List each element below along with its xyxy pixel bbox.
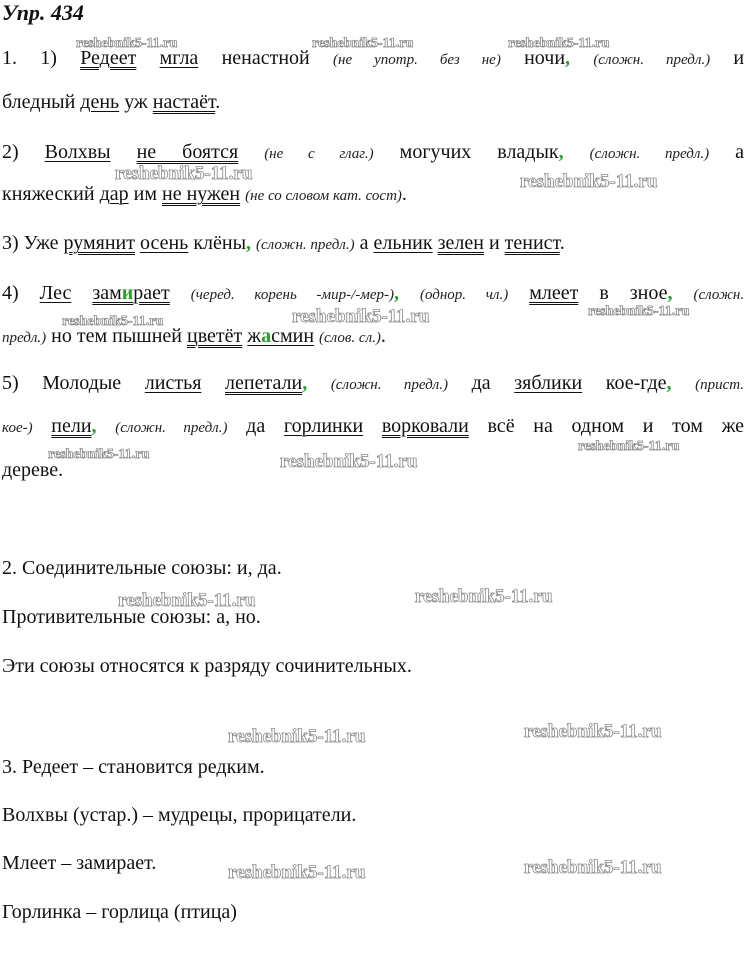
watermark: reshebnik5-11.ru — [520, 171, 658, 192]
part2-line-1: 2. Соединительные союзы: и, да. — [2, 557, 282, 579]
comma-mark: , — [393, 282, 399, 304]
note: (не употр. без не) — [333, 52, 501, 68]
word-part: смин — [271, 325, 315, 347]
period: . — [215, 91, 221, 113]
word-subject: ельник — [373, 232, 433, 254]
watermark: reshebnik5-11.ru — [228, 726, 366, 747]
sentence-1-line-2 — [2, 90, 220, 114]
sentence-2-line-1 — [2, 140, 744, 166]
word-predicate: лепетали — [225, 372, 303, 394]
watermark: reshebnik5-11.ru — [588, 304, 690, 319]
word: но тем пышней — [51, 325, 182, 347]
word-subject: осень — [139, 232, 189, 254]
note: (однор. чл.) — [419, 287, 509, 303]
word: в зное — [599, 282, 668, 304]
word: всё на одном и том же — [487, 415, 745, 437]
word: и — [488, 232, 500, 254]
comma-mark: , — [666, 372, 672, 394]
note: (не со словом кат. сост) — [245, 188, 402, 204]
watermark: reshebnik5-11.ru — [280, 451, 418, 472]
word-predicate: пели — [51, 415, 92, 437]
watermark: reshebnik5-11.ru — [312, 36, 414, 51]
part2-line-2: Противительные союзы: а, но. — [2, 606, 261, 628]
word: княжеский — [2, 183, 95, 205]
word-subject: Лес — [39, 282, 72, 304]
comma-mark: , — [565, 47, 571, 69]
highlighted-letter: и — [121, 282, 134, 304]
word-predicate — [92, 282, 169, 304]
period: . — [380, 325, 386, 347]
watermark: reshebnik5-11.ru — [508, 36, 610, 51]
word: уж — [124, 91, 148, 113]
sentence-3 — [2, 231, 565, 257]
note: (прист. — [695, 377, 745, 393]
word: а — [359, 232, 369, 254]
note: предл.) — [2, 330, 47, 346]
comma-mark: , — [302, 372, 308, 394]
word: дереве. — [2, 459, 64, 481]
word-predicate: ворковали — [381, 415, 469, 437]
word-predicate: цветёт — [186, 325, 243, 347]
watermark: reshebnik5-11.ru — [115, 163, 253, 184]
sentence-number: 1. 1) — [2, 47, 57, 69]
note: (сложн. — [693, 287, 745, 303]
note: (сложн. предл.) — [593, 52, 711, 68]
word: могучих владык — [399, 141, 559, 163]
period: . — [559, 232, 565, 254]
word: а — [735, 141, 745, 163]
note: (черед. корень -мир-/-мер-) — [190, 287, 394, 303]
watermark: reshebnik5-11.ru — [228, 862, 366, 883]
word-predicate: тенист — [504, 232, 560, 254]
word: им — [133, 183, 157, 205]
word-subject: Редеет — [80, 47, 137, 69]
watermark: reshebnik5-11.ru — [415, 586, 553, 607]
word-subject — [247, 325, 314, 347]
word-part: зам — [92, 282, 122, 304]
word-predicate: зелен — [437, 232, 484, 254]
word: бледный — [2, 91, 76, 113]
word-predicate: млеет — [529, 282, 579, 304]
word: да — [471, 372, 491, 394]
word-predicate: не нужен — [161, 183, 241, 205]
note: (слов. сл.) — [319, 330, 381, 346]
word-predicate: не боятся — [136, 141, 239, 163]
sentence-2-line-2 — [2, 182, 407, 208]
note: (сложн. предл.) — [330, 377, 448, 393]
sentence-number: 4) — [2, 282, 19, 304]
sentence-5-line-1 — [2, 371, 744, 397]
note: кое-) — [2, 420, 33, 436]
sentence-number: 5) Молодые — [2, 372, 122, 394]
watermark: reshebnik5-11.ru — [524, 721, 662, 742]
word-subject: горлинки — [283, 415, 364, 437]
sentence-number: 2) — [2, 141, 19, 163]
watermark: reshebnik5-11.ru — [118, 590, 256, 611]
period: . — [401, 183, 407, 205]
note: (сложн. предл.) — [589, 146, 710, 162]
note: (не с глаг.) — [264, 146, 374, 162]
watermark: reshebnik5-11.ru — [76, 36, 178, 51]
word-predicate: румянит — [63, 232, 135, 254]
part3-line-1: 3. Редеет – становится редким. — [2, 756, 265, 778]
word: клёны — [193, 232, 247, 254]
word: и — [733, 47, 745, 69]
watermark: reshebnik5-11.ru — [48, 447, 150, 462]
word: да — [246, 415, 266, 437]
part2-line-3: Эти союзы относятся к разряду сочинительных. — [2, 655, 412, 677]
word-subject: день — [80, 91, 120, 113]
part3-line-2: Волхвы (устар.) – мудрецы, прорицатели. — [2, 804, 357, 826]
watermark: reshebnik5-11.ru — [524, 857, 662, 878]
word-subject: дар — [99, 183, 129, 205]
word: мгла — [159, 47, 199, 69]
note: (сложн. предл.) — [256, 237, 355, 253]
sentence-number: 3) Уже — [2, 232, 59, 254]
word: ненастной — [221, 47, 310, 69]
note: (сложн. предл.) — [115, 420, 228, 436]
comma-mark: , — [667, 282, 673, 304]
sentence-5-line-2 — [2, 414, 744, 440]
watermark: reshebnik5-11.ru — [578, 439, 680, 454]
part3-line-4: Горлинка – горлица (птица) — [2, 901, 237, 923]
word: ночи — [524, 47, 566, 69]
word-part: ж — [247, 325, 262, 347]
word-subject: листья — [144, 372, 202, 394]
comma-mark: , — [246, 232, 252, 254]
word-subject: Волхвы — [44, 141, 111, 163]
comma-mark: , — [91, 415, 97, 437]
watermark: reshebnik5-11.ru — [62, 314, 164, 329]
comma-mark: , — [558, 141, 564, 163]
watermark: reshebnik5-11.ru — [292, 306, 430, 327]
word-subject: зяблики — [514, 372, 583, 394]
word-predicate: настаёт — [152, 91, 216, 113]
highlighted-letter: а — [261, 325, 272, 347]
word: кое-где — [605, 372, 667, 394]
part3-line-3: Млеет – замирает. — [2, 852, 157, 874]
word-part: рает — [133, 282, 170, 304]
exercise-title: Упр. 434 — [2, 0, 84, 25]
